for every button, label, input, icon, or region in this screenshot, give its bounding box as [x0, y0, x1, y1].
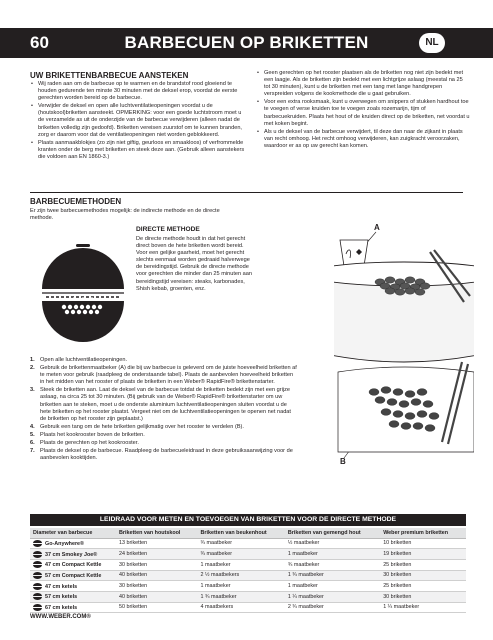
grill-icon — [33, 572, 42, 579]
table-row — [30, 602, 466, 613]
page-header — [0, 28, 493, 58]
label-b: B — [340, 457, 346, 466]
methods-intro: Er zijn twee barbecuemethodes mogelijk: de indirecte methode en de directe methode. — [30, 208, 220, 222]
step-item: 7. Plaats de deksel op de barbecue. Raadpleeg de barbecueleidraad in deze gebruiksaanwijzing voor de aanbevolen kooktijden. — [30, 448, 293, 462]
grill-size-label: 57 cm Compact Kettle — [45, 572, 102, 579]
page-title: BARBECUEN OP BRIKETTEN — [124, 33, 369, 52]
table-cell: 40 briketten — [116, 591, 198, 602]
table-header: Briketten van beukenhout — [198, 528, 285, 538]
table-cell: 1 ¼ maatbeker — [380, 602, 466, 613]
methods-heading: BARBECUEMETHODEN — [30, 197, 122, 206]
table-cell: ¾ maatbeker — [198, 549, 285, 560]
grill-size-label: 47 cm Compact Kettle — [45, 562, 102, 569]
page-number: 60 — [30, 33, 49, 52]
tips-section — [256, 70, 470, 151]
briquette-guide-table — [30, 528, 466, 613]
table-cell: 1 ¼ maatbeker — [285, 591, 380, 602]
table-cell: 1 maatbeker — [198, 559, 285, 570]
table-row — [30, 570, 466, 581]
table-row — [30, 538, 466, 549]
grill-icon — [33, 561, 42, 568]
direct-method-title: DIRECTE METHODE — [136, 226, 200, 233]
step-item: 5. Plaats het kookrooster boven de briketten. — [30, 431, 145, 438]
lighting-bullet: • Wij raden aan om de barbecue op te warmen en de brandstof rood gloeiend te houden gedurende ten minste 30 minuten met de deksel erop, voordat de eerste gerechten worden bereid op de barbecue. — [30, 81, 248, 102]
table-cell: 30 briketten — [380, 570, 466, 581]
grill-icon — [33, 593, 42, 600]
table-cell: 1 maatbeker — [285, 581, 380, 592]
grill-size-label: 47 cm ketels — [45, 583, 78, 590]
grill-size-label: 57 cm ketels — [45, 594, 78, 601]
table-cell: 25 briketten — [380, 581, 466, 592]
grill-icon — [33, 540, 42, 547]
label-a: A — [374, 223, 380, 232]
table-cell: 40 briketten — [116, 570, 198, 581]
table-cell: 1 ¾ maatbeker — [285, 570, 380, 581]
table-header: Briketten van houtskool — [116, 528, 198, 538]
grill-icon — [33, 583, 42, 590]
tips-bullet: • Geen gerechten op het rooster plaatsen als de briketten nog niet zijn bedekt met een laagje. Als de briketten zijn bedekt met een lichtgrijze aslaag (meestal na 25 tot 30 minuten), kunt u de briketten met een tang met lange handgrepen verspreiden volgens de kookmethode die u gaat gebruiken. — [256, 70, 470, 98]
section-divider — [30, 192, 463, 193]
table-cell: 19 briketten — [380, 549, 466, 560]
grill-size-label: 37 cm Smokey Joe® — [45, 551, 98, 558]
table-header-row — [30, 528, 466, 538]
table-cell: 13 briketten — [116, 538, 198, 549]
step-item: 4. Gebruik een tang om de hete briketten gelijkmatig over het rooster te verdelen (B). — [30, 423, 244, 430]
lighting-bullet: • Plaats aanmaakblokjes (zo zijn niet giftig, geurloos en smaakloos) of verfrommelde kranten onder de berg met briketten en steek deze aan. (Gebruik alleen aanstekers die voldoen aan EN 1860-3.) — [30, 140, 248, 161]
table-row — [30, 549, 466, 560]
grill-illustration — [334, 222, 474, 477]
table-cell: 1 maatbeker — [198, 581, 285, 592]
table-cell: ¾ maatbeker — [198, 538, 285, 549]
steps-list — [30, 357, 298, 463]
step-item: 3. Steek de briketten aan. Laat de deksel van de barbecue totdat de briketten bedekt zijn met een grijze aslaag, na circa 25 tot 30 minuten. (Bij gebruik van de Weber® RapidFire® brikettenstarter om uw briketten aan te steken, moet u de onderste aluminium luchtventilatieopeningen sluiten voordat u de hete briketten op het rooster plaatst. Vergeet niet om de luchtventilatieopeningen te openen net nadat de briketten op het rooster zijn geplaatst.) — [30, 387, 291, 422]
table-cell: 1 maatbeker — [285, 549, 380, 560]
table-header: Diameter van barbecue — [30, 528, 116, 538]
table-cell: 25 briketten — [380, 559, 466, 570]
table-cell: 4 maatbekers — [198, 602, 285, 613]
table-cell: 30 briketten — [116, 559, 198, 570]
table-cell: 24 briketten — [116, 549, 198, 560]
table-cell: ½ maatbeker — [285, 538, 380, 549]
lighting-section — [30, 81, 248, 162]
table-cell: ¾ maatbeker — [285, 559, 380, 570]
lighting-bullet: • Verwijder de deksel en open alle luchtventilatieopeningen voordat u de (houtskool)briketten aansteekt. OPMERKING: voor een goede luchtstroom moet u de verzamelde as uit de onderzijde van de barbecue verwijderen (alleen nadat de briketten volledig zijn gedoofd). Briketten vereisen zuurstof om te kunnen branden, zorg er daarom voor dat de ventilatieopeningen niet worden geblokkeerd. — [30, 103, 248, 138]
table-header: Weber premium briketten — [380, 528, 466, 538]
table-row — [30, 591, 466, 602]
step-item: 6. Plaats de gerechten op het kookrooster. — [30, 440, 139, 447]
table-cell: 30 briketten — [116, 581, 198, 592]
table-cell: 2 ½ maatbekers — [198, 570, 285, 581]
step-item: 1. Open alle luchtventilatieopeningen. — [30, 357, 128, 363]
table-cell: 1 ¾ maatbeker — [198, 591, 285, 602]
lighting-heading: UW BRIKETTENBARBECUE AANSTEKEN — [30, 71, 189, 80]
direct-method-text: De directe methode houdt in dat het gerecht direct boven de hete briketten wordt bereid. Voor een gelijke gaarheid, moet het gerecht slechts eenmaal worden gedraaid halverwege de bereidingstijd. Gebruik de directe methode voor gerechten die minder dan 25 minuten aan bereidingstijd vereisen: steaks, karbonades, Shish kebab, groenten, enz. — [136, 236, 252, 292]
step-item: 2. Gebruik de brikettenmaatbeker (A) die bij uw barbecue is geleverd om de juiste hoeveelheid briketten af te meten voor gebruik (raadpleeg de onderstaande tabel). Plaats de aanbevolen hoeveelheid briketten in het midden van het rooster of plaats de briketten in een Weber® RapidFire® brikettenstarter. — [30, 365, 297, 386]
table-header: Briketten van gemengd hout — [285, 528, 380, 538]
grill-icon — [33, 551, 42, 558]
table-cell: 50 briketten — [116, 602, 198, 613]
tips-bullet: • Als u de deksel van de barbecue verwijdert, til deze dan naar de zijkant in plaats van recht omhoog. Het recht omhoog verwijderen, kan zuigkracht veroorzaken, waardoor er as op uw gerecht kan komen. — [256, 129, 470, 150]
table-cell: 10 briketten — [380, 538, 466, 549]
table-title: LEIDRAAD VOOR METEN EN TOEVOEGEN VAN BRIKETTEN VOOR DE DIRECTE METHODE — [30, 514, 466, 526]
direct-method-icon — [36, 227, 131, 352]
tips-bullet: • Voor een extra rooksmaak, kunt u overwegen om snippers of stukken hardhout toe te voegen of verse kruiden toe te voegen zoals rozemarijn, tijm of barbecuekruiden. Plaats het hout of de kruiden direct op de briketten, net voordat u met koken begint. — [256, 99, 470, 127]
table-cell: 2 ¾ maatbeker — [285, 602, 380, 613]
language-badge: NL — [419, 33, 445, 53]
table-row — [30, 559, 466, 570]
grill-icon — [33, 604, 42, 611]
grill-size-label: Go-Anywhere® — [45, 540, 85, 547]
table-cell: 30 briketten — [380, 591, 466, 602]
footer-url: WWW.WEBER.COM® — [30, 614, 91, 620]
table-row — [30, 581, 466, 592]
grill-size-label: 67 cm ketels — [45, 604, 78, 611]
